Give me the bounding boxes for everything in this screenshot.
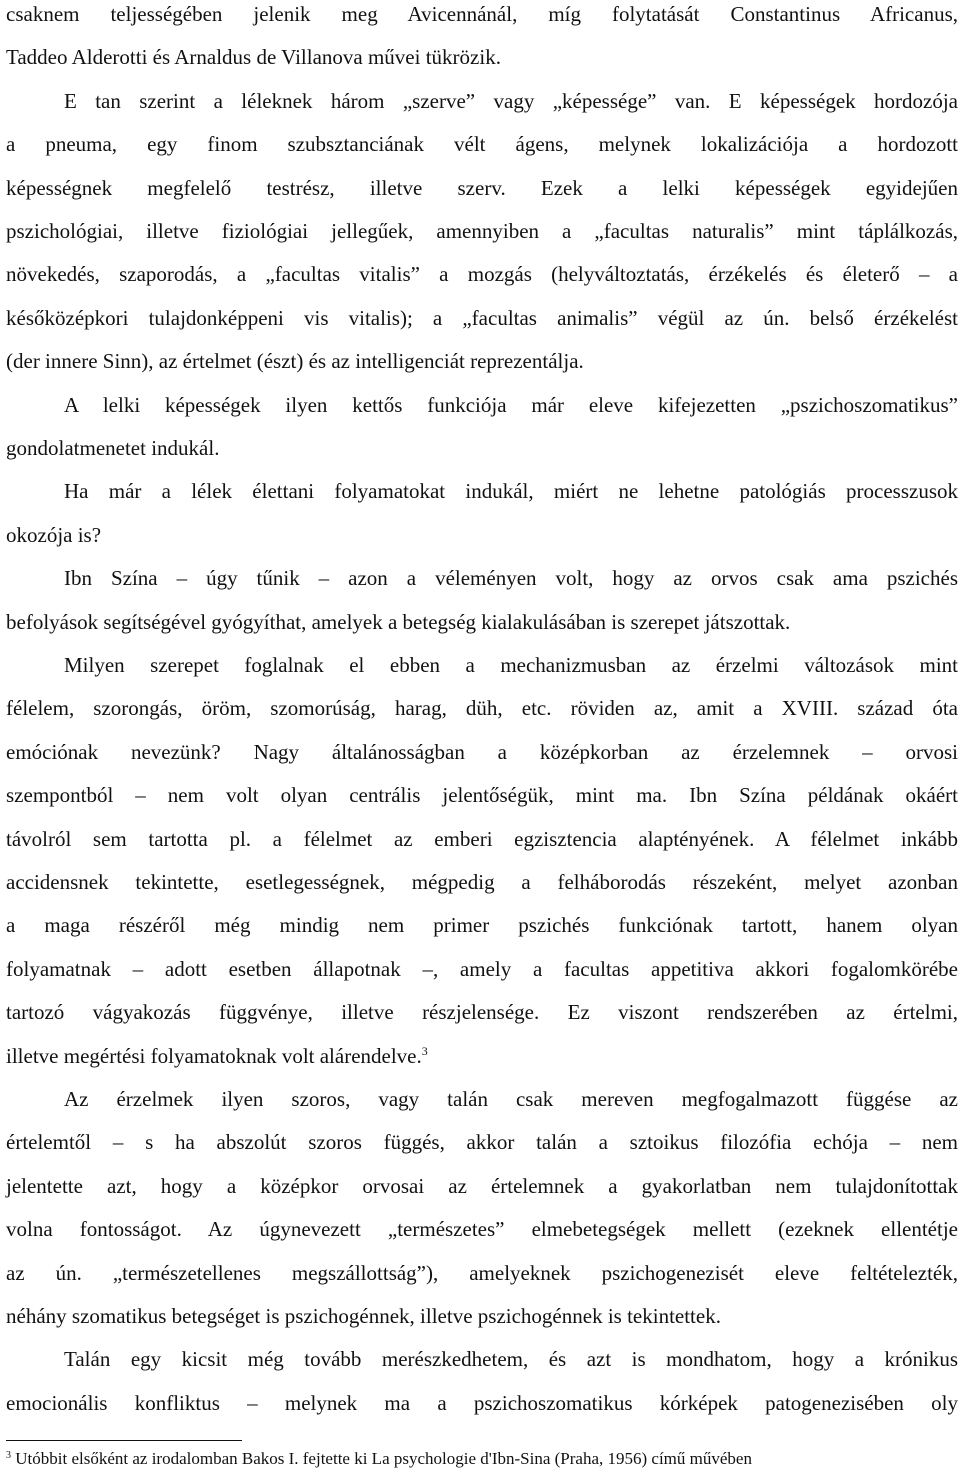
text-line bbox=[6, 956, 958, 982]
text-line-content: accidensnek tekintette, esetlegességnek, mégpedig a felháborodás részeként, melyet azonban bbox=[6, 870, 958, 894]
text-line-content: Talán egy kicsit még tovább merészkedhetem, és azt is mondhatom, hogy a krónikus bbox=[64, 1347, 958, 1371]
text-line-content: jelentette azt, hogy a középkor orvosai az értelemnek a gyakorlatban nem tulajdonítottak bbox=[6, 1174, 958, 1198]
text-line-content: Taddeo Alderotti és Arnaldus de Villanova művei tükrözik. bbox=[6, 45, 501, 69]
text-line bbox=[6, 1129, 958, 1155]
text-line-content: tartozó vágyakozás függvénye, illetve részjelensége. Ez viszont rendszerében az értelmi, bbox=[6, 1000, 958, 1024]
text-line-content: Milyen szerepet foglalnak el ebben a mechanizmusban az érzelmi változások mint bbox=[64, 653, 958, 677]
text-line bbox=[6, 609, 958, 635]
text-line-content: emocionális konfliktus – melynek ma a pszichoszomatikus kórképek patogenezisében oly bbox=[6, 1391, 958, 1415]
text-line bbox=[6, 1216, 958, 1242]
text-line bbox=[6, 44, 958, 70]
footnote-marker: 3 bbox=[6, 1450, 11, 1461]
text-line-content: a pneuma, egy finom szubsztanciának vélt ágens, melynek lokalizációja a hordozott bbox=[6, 132, 958, 156]
text-line-content: (der innere Sinn), az értelmet (észt) és az intelligenciát reprezentálja. bbox=[6, 349, 584, 373]
text-line bbox=[6, 261, 958, 287]
text-line-content: az ún. „természetellenes megszállottság”), amelyeknek pszichogenezisét eleve feltételezték, bbox=[6, 1261, 958, 1285]
footnote bbox=[6, 1449, 958, 1469]
text-line bbox=[6, 1043, 958, 1069]
text-line bbox=[6, 869, 958, 895]
text-line-content: Ibn Szína – úgy tűnik – azon a véleményen volt, hogy az orvos csak ama pszichés bbox=[64, 566, 958, 590]
text-line-content: befolyások segítségével gyógyíthat, amelyek a betegség kialakulásában is szerepet játszottak. bbox=[6, 610, 791, 634]
text-line bbox=[6, 435, 958, 461]
text-line bbox=[64, 565, 958, 591]
text-line-content: emóciónak nevezünk? Nagy általánosságban a középkorban az érzelemnek – orvosi bbox=[6, 740, 958, 764]
text-line bbox=[6, 175, 958, 201]
text-line bbox=[6, 1303, 958, 1329]
text-line bbox=[6, 305, 958, 331]
text-line bbox=[6, 1390, 958, 1416]
text-line-content: pszichológiai, illetve fiziológiai jellegűek, amennyiben a „facultas naturalis” mint táplálkozás, bbox=[6, 219, 958, 243]
text-line-content: növekedés, szaporodás, a „facultas vitalis” a mozgás (helyváltoztatás, érzékelés és életerő – a bbox=[6, 262, 958, 286]
text-line-content: néhány szomatikus betegséget is pszichogénnek, illetve pszichogénnek is tekintettek. bbox=[6, 1304, 721, 1328]
text-line bbox=[6, 131, 958, 157]
text-line bbox=[6, 1, 958, 27]
text-line-content: Az érzelmek ilyen szoros, vagy talán csak mereven megfogalmazott függése az bbox=[64, 1087, 958, 1111]
text-line-content: E tan szerint a léleknek három „szerve” vagy „képessége” van. E képességek hordozója bbox=[64, 89, 958, 113]
text-line-content: félelem, szorongás, öröm, szomorúság, harag, düh, etc. röviden az, amit a XVIII. század óta bbox=[6, 696, 958, 720]
text-line bbox=[6, 782, 958, 808]
text-line-content: illetve megértési folyamatoknak volt alárendelve. bbox=[6, 1044, 422, 1068]
text-line bbox=[6, 912, 958, 938]
text-line bbox=[64, 652, 958, 678]
text-line bbox=[6, 348, 958, 374]
text-line bbox=[64, 1086, 958, 1112]
text-line bbox=[6, 739, 958, 765]
text-line-content: volna fontosságot. Az úgynevezett „természetes” elmebetegségek mellett (ezeknek ellentétje bbox=[6, 1217, 958, 1241]
text-line bbox=[64, 88, 958, 114]
footnote-reference: 3 bbox=[421, 1044, 428, 1058]
text-line bbox=[6, 522, 958, 548]
text-line-content: a maga részéről még mindig nem primer pszichés funkciónak tartott, hanem olyan bbox=[6, 913, 958, 937]
text-line-content: későközépkori tulajdonképpeni vis vitalis); a „facultas animalis” végül az ún. belső érzékelést bbox=[6, 306, 958, 330]
text-line bbox=[64, 478, 958, 504]
text-line bbox=[6, 1173, 958, 1199]
text-line bbox=[6, 999, 958, 1025]
text-line bbox=[6, 1260, 958, 1286]
footnote-separator bbox=[6, 1440, 242, 1441]
footnote-text: Utóbbit elsőként az irodalomban Bakos I. fejtette ki La psychologie d'Ibn-Sina (Praha, 1956) című művében bbox=[15, 1449, 752, 1468]
text-line-content: folyamatnak – adott esetben állapotnak –, amely a facultas appetitiva akkori fogalomkörébe bbox=[6, 957, 958, 981]
text-line bbox=[64, 392, 958, 418]
text-line-content: távolról sem tartotta pl. a félelmet az emberi egzisztencia alaptényének. A félelmet inkább bbox=[6, 827, 958, 851]
text-line-content: okozója is? bbox=[6, 523, 102, 547]
text-line bbox=[6, 218, 958, 244]
text-line bbox=[6, 695, 958, 721]
text-line-content: szempontból – nem volt olyan centrális jelentőségük, mint ma. Ibn Szína példának okáért bbox=[6, 783, 958, 807]
text-line bbox=[6, 826, 958, 852]
text-line-content: értelemtől – s ha abszolút szoros függés, akkor talán a sztoikus filozófia echója – nem bbox=[6, 1130, 958, 1154]
text-line bbox=[64, 1346, 958, 1372]
text-line-content: gondolatmenetet indukál. bbox=[6, 436, 220, 460]
text-line-content: csaknem teljességében jelenik meg Avicennánál, míg folytatását Constantinus Africanus, bbox=[6, 2, 958, 26]
text-line-content: képességnek megfelelő testrész, illetve szerv. Ezek a lelki képességek egyidejűen bbox=[6, 176, 958, 200]
text-line-content: Ha már a lélek élettani folyamatokat indukál, miért ne lehetne patológiás processzusok bbox=[64, 479, 958, 503]
text-line-content: A lelki képességek ilyen kettős funkciója már eleve kifejezetten „pszichoszomatikus” bbox=[64, 393, 958, 417]
